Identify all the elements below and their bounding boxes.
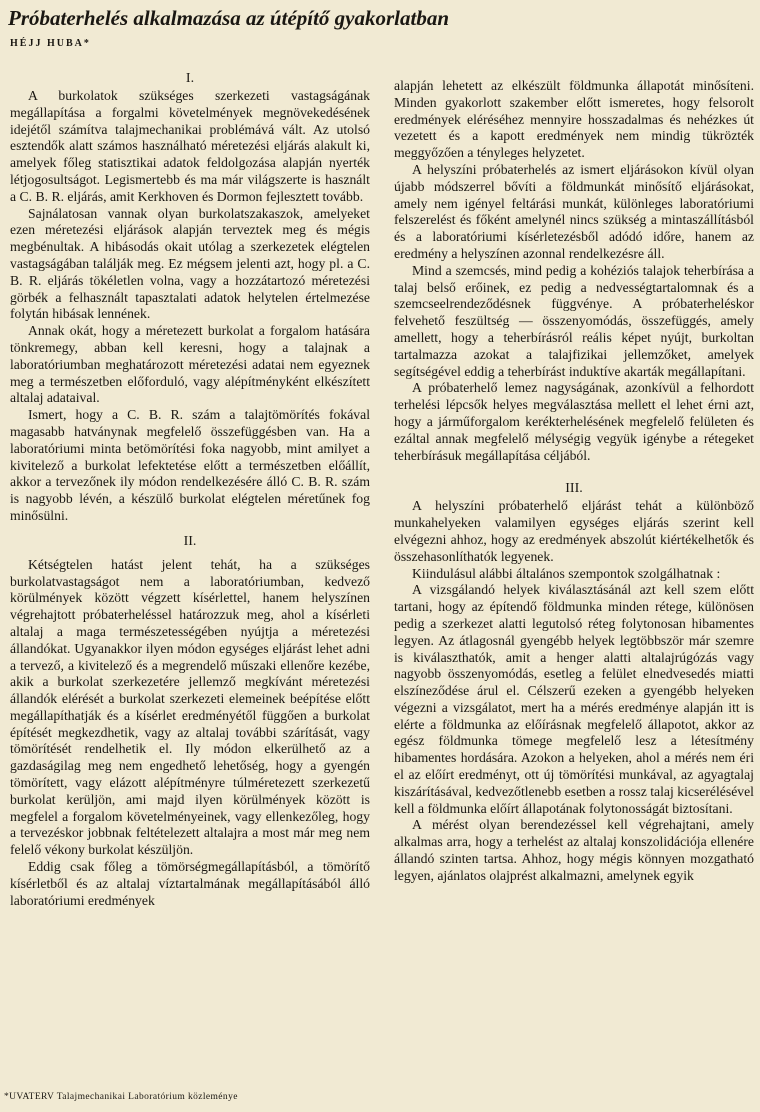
section-heading-2: II. — [183, 533, 197, 549]
paragraph: Ismert, hogy a C. B. R. szám a talajtömörítés fokával magasabb hatványnak megfelelő összefüggésben van. Ha a laboratóriumi minta betömörítési foka nagyobb, mint amilyet a kivitelező a burkolat lefektetése előtt a természetben előállít, akkor a tervezőnek ily módon rendelkezésére álló C. B. R. szám is nagyobb lévén, a készülő burkolat elégtelen méretűnek fog minősülni. — [10, 407, 370, 523]
paragraph: alapján lehetett az elkészült földmunka állapotát minősíteni. Minden gyakorlott szakember előtt ismeretes, hogy felsorolt eredmények eléréséhez mennyire hosszadalmas és nehézkes út vezetett és a kapott eredmények nem mindig tükrözték meggyőzően a tényleges helyzetet. — [394, 78, 754, 161]
paragraph: Annak okát, hogy a méretezett burkolat a forgalom hatására tönkremegy, abban kell keresni, hogy a talajnak a laboratóriumban meghatározott méretezési adatai nem egyeznek meg a természetben előforduló, vagy alépítményként elkészített altalaj adataival. — [10, 323, 370, 406]
paragraph: Kiindulásul alábbi általános szempontok szolgálhatnak : — [412, 565, 721, 581]
section-heading-3: III. — [565, 481, 583, 497]
paragraph: A vizsgálandó helyek kiválasztásánál azt kell szem előtt tartani, hogy az építendő földmunka minden rétege, különösen pedig a szerkezet alatti legutolsó réteg folytonosan hibamentes legyen. Az átlagosnál gyengébb helyek legtöbbször már szemre is kiválaszthatók, amit a henger alatti altalajrúgózás vagy nagyobb összenyomódás, esetleg a felület elnedvesedés miatti elszíneződése árul el. Célszerű ezeken a gyengébb helyeken végezni a vizsgálatot, mert ha a mérés eredménye alapján itt is elérte a földmunka az előírásnak megfelelő állapotot, akkor az egész földmunka tömege megfelelő lesz a létesítmény hibamentes hordására. Azokon a helyeken, ahol a mérés nem éri el az előírt eredményt, ott új tömörítési munkával, az agyagtalaj kiszárításával, kedvezőtlenebb esetben a rossz talaj kicserélésével kell a földmunka előírt állapotának folytonosságát biztosítani. — [394, 582, 754, 816]
paragraph: A helyszíni próbaterhelő eljárást tehát a különböző munkahelyeken valamilyen egységes eljárás szerint kell elvégezni ahhoz, hogy az eredmények abszolút kiértékelhetők és összehasonlíthatók legyenek. — [394, 498, 754, 564]
article-title: Próbaterhelés alkalmazása az útépítő gyakorlatban — [8, 6, 450, 30]
paragraph: A helyszíni próbaterhelés az ismert eljárásokon kívül olyan újabb módszerrel bővíti a földmunkát minősítő eljárásokat, amely nem igényel feltárási munkát, különleges laboratóriumi felszerelést és főként amelynél nincs szükség a mintaszállításból és a laboratóriumi kísérletezésből adódó időre, hanem az eredmény a helyszínen azonnal rendelkezésre áll. — [394, 161, 754, 261]
footnote: *UVATERV Talajmechanikai Laboratórium közleménye — [4, 1092, 238, 1102]
right-column — [394, 78, 754, 885]
paragraph: Mind a szemcsés, mind pedig a kohéziós talajok teherbírása a talaj belső erőinek, ez pedig a nedvességtartalomnak és a szemcseelrendeződésnek függvénye. A próbaterheléskor felvehető feszültség — összenyomódás, összefüggés, amely amellett, hogy a teherbírásról reális képet nyújt, burkoltan tartalmazza azokat a talajfizikai jellemzőket, amelyek segítségével eddig a teherbírást induktíve akarták megállapítani. — [394, 262, 754, 379]
author-name: HÉJJ HUBA* — [10, 38, 91, 49]
paragraph: A mérést olyan berendezéssel kell végrehajtani, amely alkalmas arra, hogy a terhelést az altalaj konszolidációja ellenére állandó szinten tartsa. Ahhoz, hogy mégis könnyen mozgatható legyen, ajánlatos olajprést alkalmazni, amelynek egyik — [394, 817, 754, 883]
paragraph: Sajnálatosan vannak olyan burkolatszakaszok, amelyeket ezen méretezési eljárások alapján terveztek meg és mégis megbénultak. A hibásodás okait utólag a szerkezetek elégtelen vastagságában találják meg. Ez mégsem jelenti azt, hogy pl. a C. B. R. eljárás tökéletlen volna, vagy a hozzátartozó méretezési görbék a felhasznált tapasztalati adatok helytelen értelmezése folytán hibásak lennének. — [10, 205, 370, 322]
paragraph: Eddig csak főleg a tömörségmegállapításból, a tömörítő kísérletből és az altalaj víztartalmának megállapításából álló laboratóriumi eredmények — [10, 859, 370, 908]
paragraph: Kétségtelen hatást jelent tehát, ha a szükséges burkolatvastagságot nem a laboratóriumban, kedvező körülmények között végzett kísérlettel, hanem helyszínen végrehajtott próbaterheléssel határozzuk meg, ahol a kísérleti altalaj a maga természetességében nyújtja a méretezési állandókat. Ugyanakkor ilyen módon egységes eljárást lehet adni a tervező, a kivitelező és a megrendelő műszaki ellenőre kezébe, akik a burkolat szerkezetére jellemző megkívánt méretezési állandók elérését a burkolat szerkezeti elemeinek beépítése előtt megállapíthatják és a kísérlet eredményétől függően a burkolat építését megkezdhetik, vagy az altalaj további szárítását, vagy tömörítését rendelhetik el. Ily módon elkerülhető az a gazdaságilag meg nem engedhető lehetőség, hogy a gyengén tömörített, vagy elázott alépítményre túlméretezett szerkezetű burkolat kerüljön, ami majd ilyen körülmények között is megfelel a forgalom követelményeinek, vagy ellenkezőleg, hogy a tervezéskor jobbnak feltételezett altalajra a most már meg nem felelő vékony burkolat készüljön. — [10, 556, 370, 858]
section-heading-1: I. — [185, 71, 195, 86]
left-column — [10, 70, 370, 909]
paragraph: A burkolatok szükséges szerkezeti vastagságának megállapítása a forgalmi követelmények megnövekedésének idejétől számítva talajmechanikai problémává vált. Az utolsó esztendők alatt számos használható méretezési eljárás alakult ki, amelyek főleg statisztikai adatok feldolgozása alapján nyerték létjogosultságot. Legismertebb és ma már világszerte is használt a C. B. R. eljárás, amit Kerkhoven és Dormon fejlesztett tovább. — [10, 88, 370, 204]
paragraph: A próbaterhelő lemez nagyságának, azonkívül a felhordott terhelési lépcsők helyes megválasztása mellett el lehet érni azt, hogy a járműforgalom kerékterhelésének megfelelő felületen és ezáltal annak megfelelő mélységig vegyük igénybe a rétegeket teherbírásuk megállapítása céljából. — [394, 380, 754, 463]
